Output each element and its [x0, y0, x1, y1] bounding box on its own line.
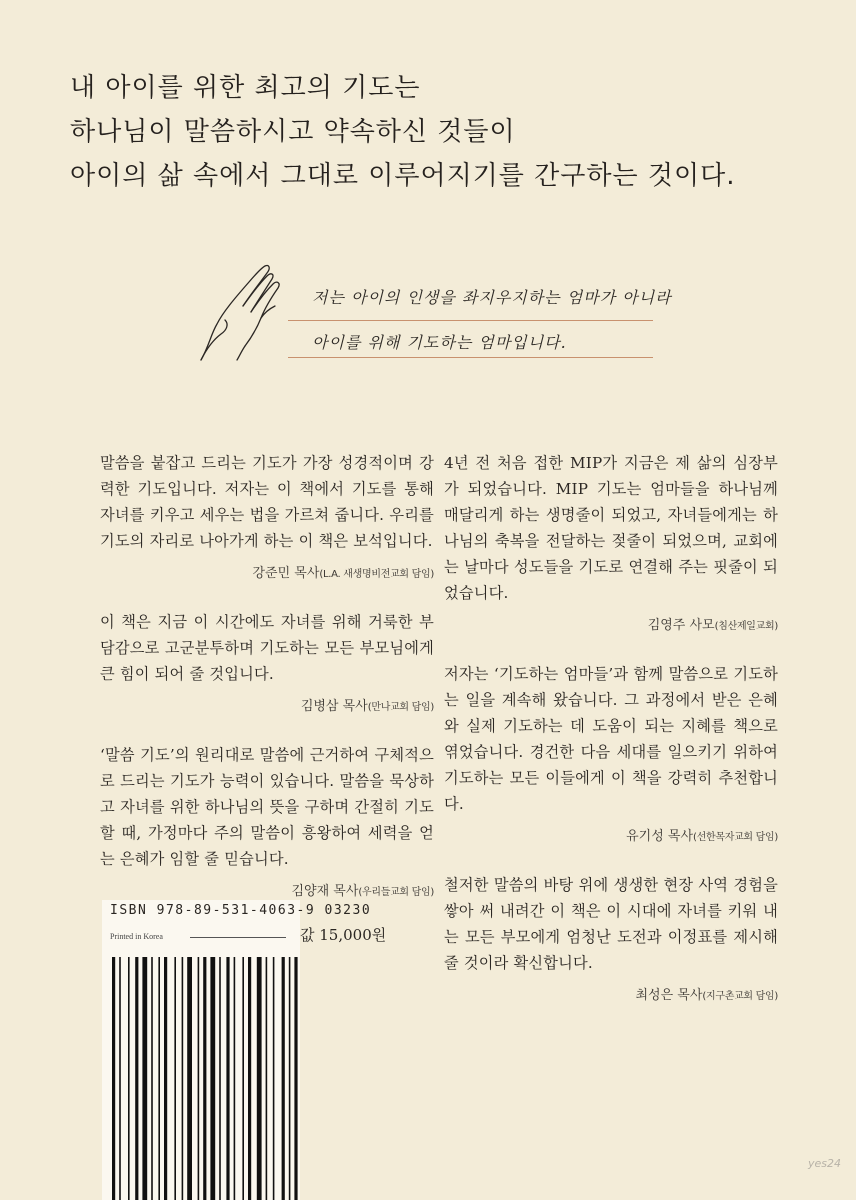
recommendation-text: 말씀을 붙잡고 드리는 기도가 가장 성경적이며 강력한 기도입니다. 저자는 이 책에서 기도를 통해 자녀를 키우고 세우는 법을 가르쳐 줍니다. 우리를 기도의 자리로 나아가게 하는 이 책은 보석입니다.: [100, 454, 434, 550]
recommendation: [100, 450, 434, 581]
author-affiliation: (L.A. 새생명비전교회 담임): [319, 569, 434, 580]
quote-rule-2: [288, 357, 653, 358]
watermark-text: yes24: [808, 1157, 842, 1170]
recommendation-author: [444, 614, 778, 633]
recommendation: [100, 609, 434, 714]
recommendation-author: [444, 984, 778, 1003]
recommendation-text: 4년 전 처음 접한 MIP가 지금은 제 삶의 심장부가 되었습니다. MIP 기도는 엄마들을 하나님께 매달리게 하는 생명줄이 되었고, 자녀들에게는 하나님의 축복을 전달하는 젖줄이 되었으며, 교회에는 날마다 성도들을 기도로 연결해 주는 핏줄이 되었습니다.: [444, 454, 778, 602]
recommendation-text: ‘말씀 기도’의 원리대로 말씀에 근거하여 구체적으로 드리는 기도가 능력이 있습니다. 말씀을 묵상하고 자녀를 위한 하나님의 뜻을 구하며 간절히 기도할 때, 가정마다 주의 말씀이 흥왕하여 세력을 얻는 은혜가 임할 줄 믿습니다.: [100, 746, 434, 868]
author-name: 최성은 목사: [635, 988, 703, 1003]
recommendation-text: 이 책은 지금 이 시간에도 자녀를 위해 거룩한 부담감으로 고군분투하며 기도하는 모든 부모님에게 큰 힘이 되어 줄 것입니다.: [100, 613, 434, 683]
quote-rule-1: [288, 320, 653, 321]
headline: [70, 66, 736, 198]
recommendations-right: [444, 450, 778, 1003]
recommendation-text: 저자는 ‘기도하는 엄마들’과 함께 말씀으로 기도하는 일을 계속해 왔습니다. 그 과정에서 받은 은혜와 실제 기도하는 데 도움이 되는 지혜를 책으로 엮었습니다. 경건한 다음 세대를 일으키기 위하여 기도하는 모든 이들에게 이 책을 강력히 추천합니다.: [444, 665, 778, 813]
headline-line-2: 하나님이 말씀하시고 약속하신 것들이: [70, 117, 516, 147]
recommendation-author: [444, 825, 778, 844]
author-name: 김병삼 목사: [300, 699, 368, 714]
author-affiliation: (침산제일교회): [714, 621, 778, 632]
recommendation-author: [100, 695, 434, 714]
recommendation-author: [100, 562, 434, 581]
headline-line-3: 아이의 삶 속에서 그대로 이루어지기를 간구하는 것이다.: [70, 161, 736, 191]
quote-line-2: 아이를 위해 기도하는 엄마입니다.: [312, 333, 567, 352]
recommendation: [100, 742, 434, 899]
author-name: 유기성 목사: [626, 829, 694, 844]
author-name: 강준민 목사: [252, 566, 320, 581]
isbn-number: ISBN 978-89-531-4063-9 03230: [110, 903, 372, 918]
recommendation: [444, 872, 778, 1003]
recommendation-text: 철저한 말씀의 바탕 위에 생생한 현장 사역 경험을 쌓아 써 내려간 이 책은 이 시대에 자녀를 키워 내는 모든 부모에게 엄청난 도전과 이정표를 제시해 줄 것이라 확신합니다.: [444, 876, 778, 972]
barcode-icon: [112, 957, 300, 1200]
author-affiliation: (지구촌교회 담임): [702, 991, 778, 1002]
recommendations-left: [100, 450, 434, 899]
headline-line-1: 내 아이를 위한 최고의 기도는: [70, 73, 421, 103]
price-rule: [190, 937, 286, 938]
author-name: 김양재 목사: [291, 884, 359, 899]
author-affiliation: (선한목자교회 담임): [693, 832, 778, 843]
quote-line-1: 저는 아이의 인생을 좌지우지하는 엄마가 아니라: [312, 288, 672, 307]
praying-hands-icon: [195, 262, 285, 362]
author-name: 김영주 사모: [647, 618, 715, 633]
recommendation-author: [100, 880, 434, 899]
author-affiliation: (우리들교회 담임): [358, 887, 434, 898]
printed-in-label: Printed in Korea: [110, 932, 163, 941]
price-label: 값 15,000원: [300, 926, 387, 944]
recommendation: [444, 661, 778, 844]
recommendation: [444, 450, 778, 633]
author-affiliation: (만나교회 담임): [367, 702, 434, 713]
